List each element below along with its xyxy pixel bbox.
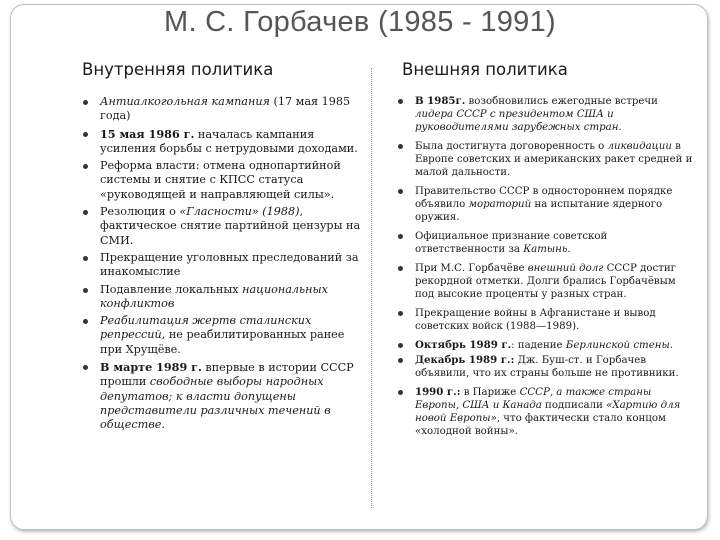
item-text: «Хартию для новой Европы» bbox=[415, 400, 681, 424]
list-item bbox=[397, 185, 697, 224]
item-text: мораторий bbox=[468, 199, 532, 210]
item-text: 15 мая 1986 г. bbox=[100, 126, 195, 141]
item-text: возобновились ежегодные встречи bbox=[465, 96, 658, 107]
list-item bbox=[397, 386, 697, 438]
bullet-icon bbox=[83, 365, 88, 370]
item-text: Правительство СССР в одностороннем порядке объявило bbox=[415, 186, 673, 210]
bullet-icon bbox=[398, 311, 403, 316]
item-text: впервые в истории СССР прошли bbox=[100, 361, 354, 389]
item-text: (17 мая 1985 года) bbox=[100, 95, 351, 123]
bullet-icon bbox=[398, 99, 403, 104]
list-item bbox=[82, 283, 370, 312]
list-item bbox=[397, 262, 697, 301]
external-policy-heading: Внешняя политика bbox=[402, 60, 568, 79]
item-text: , что фактически стало концом «холодной войны». bbox=[415, 413, 666, 437]
item-text: . bbox=[567, 244, 571, 255]
item-text: 1990 г.: bbox=[415, 386, 461, 398]
item-text: Антиалкогольная кампания bbox=[100, 95, 270, 108]
bullet-icon bbox=[83, 100, 88, 105]
bullet-icon bbox=[398, 358, 403, 363]
bullet-icon bbox=[83, 256, 88, 261]
item-text: СССР, а также страны Европы, США и Канада bbox=[415, 387, 652, 411]
item-text: В 1985г. bbox=[415, 95, 466, 107]
list-item bbox=[82, 251, 370, 280]
item-text: ликвидации bbox=[607, 141, 672, 152]
item-text: Реабилитация жертв сталинских репрессий bbox=[100, 314, 312, 342]
item-text: В марте 1989 г. bbox=[100, 360, 202, 375]
list-item bbox=[82, 205, 370, 248]
item-text: в Париже bbox=[460, 387, 520, 398]
item-text: Реформа власти: отмена однопартийной системы и снятие с КПСС статуса «руководящей и направляющей силы». bbox=[100, 159, 341, 201]
bullet-icon bbox=[83, 288, 88, 293]
list-item bbox=[82, 95, 370, 124]
bullet-icon bbox=[398, 343, 403, 348]
item-text: , фактическое снятие партийной цензуры на СМИ. bbox=[100, 205, 361, 247]
item-text: СССР достиг рекордной отметки. Долги брались Горбачёвым под высокие проценты у разных стран. bbox=[415, 263, 676, 300]
item-text: , не реабилитированных ранее при Хрущёве. bbox=[100, 328, 345, 356]
item-text: Официальное признание советской ответственности за bbox=[415, 231, 608, 255]
list-item bbox=[397, 354, 697, 380]
item-text: Прекращение войны в Афганистане и вывод советских войск (1988—1989). bbox=[415, 308, 656, 332]
item-text: Прекращение уголовных преследований за инакомыслие bbox=[100, 250, 359, 279]
item-text: Октябрь 1989 г. bbox=[415, 339, 512, 351]
list-item bbox=[397, 339, 697, 352]
list-item bbox=[82, 360, 370, 432]
item-text: Была достигнута договоренность о bbox=[415, 141, 608, 152]
bullet-icon bbox=[398, 189, 403, 194]
internal-policy-heading: Внутренняя политика bbox=[82, 60, 274, 79]
bullet-icon bbox=[398, 234, 403, 239]
bullet-icon bbox=[398, 266, 403, 271]
item-text: . bbox=[669, 340, 673, 351]
bullet-icon bbox=[398, 390, 403, 395]
item-text: Катынь bbox=[523, 244, 568, 255]
list-item bbox=[397, 307, 697, 333]
item-text: свободные выборы народных депутатов; к власти допущены представители различных течений в обществе. bbox=[100, 375, 331, 432]
item-text: Декабрь 1989 г.: bbox=[415, 354, 515, 366]
item-text: лидера СССР с президентом США и руководителями зарубежных стран. bbox=[415, 109, 622, 133]
list-item bbox=[82, 127, 370, 157]
list-item bbox=[397, 95, 697, 134]
item-text: на испытание ядерного оружия. bbox=[415, 199, 663, 223]
item-text: началась кампания усиления борьбы с нетрудовыми доходами. bbox=[100, 127, 358, 155]
external-policy-list bbox=[397, 95, 697, 444]
item-text: Подавление локальных bbox=[100, 282, 243, 296]
item-text: внешний долг bbox=[527, 263, 604, 274]
page-title: М. С. Горбачев (1985 - 1991) bbox=[164, 6, 556, 38]
bullet-icon bbox=[83, 210, 88, 215]
list-item bbox=[82, 314, 370, 357]
item-text: : падение bbox=[511, 340, 566, 351]
item-text: Дж. Буш-ст. и Горбачев объявили, что их страны больше не противники. bbox=[415, 355, 679, 379]
list-item bbox=[397, 230, 697, 256]
column-divider bbox=[371, 68, 372, 508]
item-text: «Гласности» (1988) bbox=[179, 205, 300, 219]
item-text: подписали bbox=[541, 400, 607, 411]
bullet-icon bbox=[398, 144, 403, 149]
item-text: национальных конфликтов bbox=[100, 282, 328, 310]
list-item bbox=[82, 159, 370, 202]
bullet-icon bbox=[83, 319, 88, 324]
item-text: При М.С. Горбачёве bbox=[415, 263, 528, 274]
bullet-icon bbox=[83, 164, 88, 169]
item-text: Резолюция о bbox=[100, 205, 180, 219]
bullet-icon bbox=[83, 132, 88, 137]
internal-policy-list bbox=[82, 95, 370, 436]
item-text: Берлинской стены bbox=[565, 340, 670, 351]
item-text: в Европе советских и американских ракет средней и малой дальности. bbox=[415, 141, 693, 178]
list-item bbox=[397, 140, 697, 179]
